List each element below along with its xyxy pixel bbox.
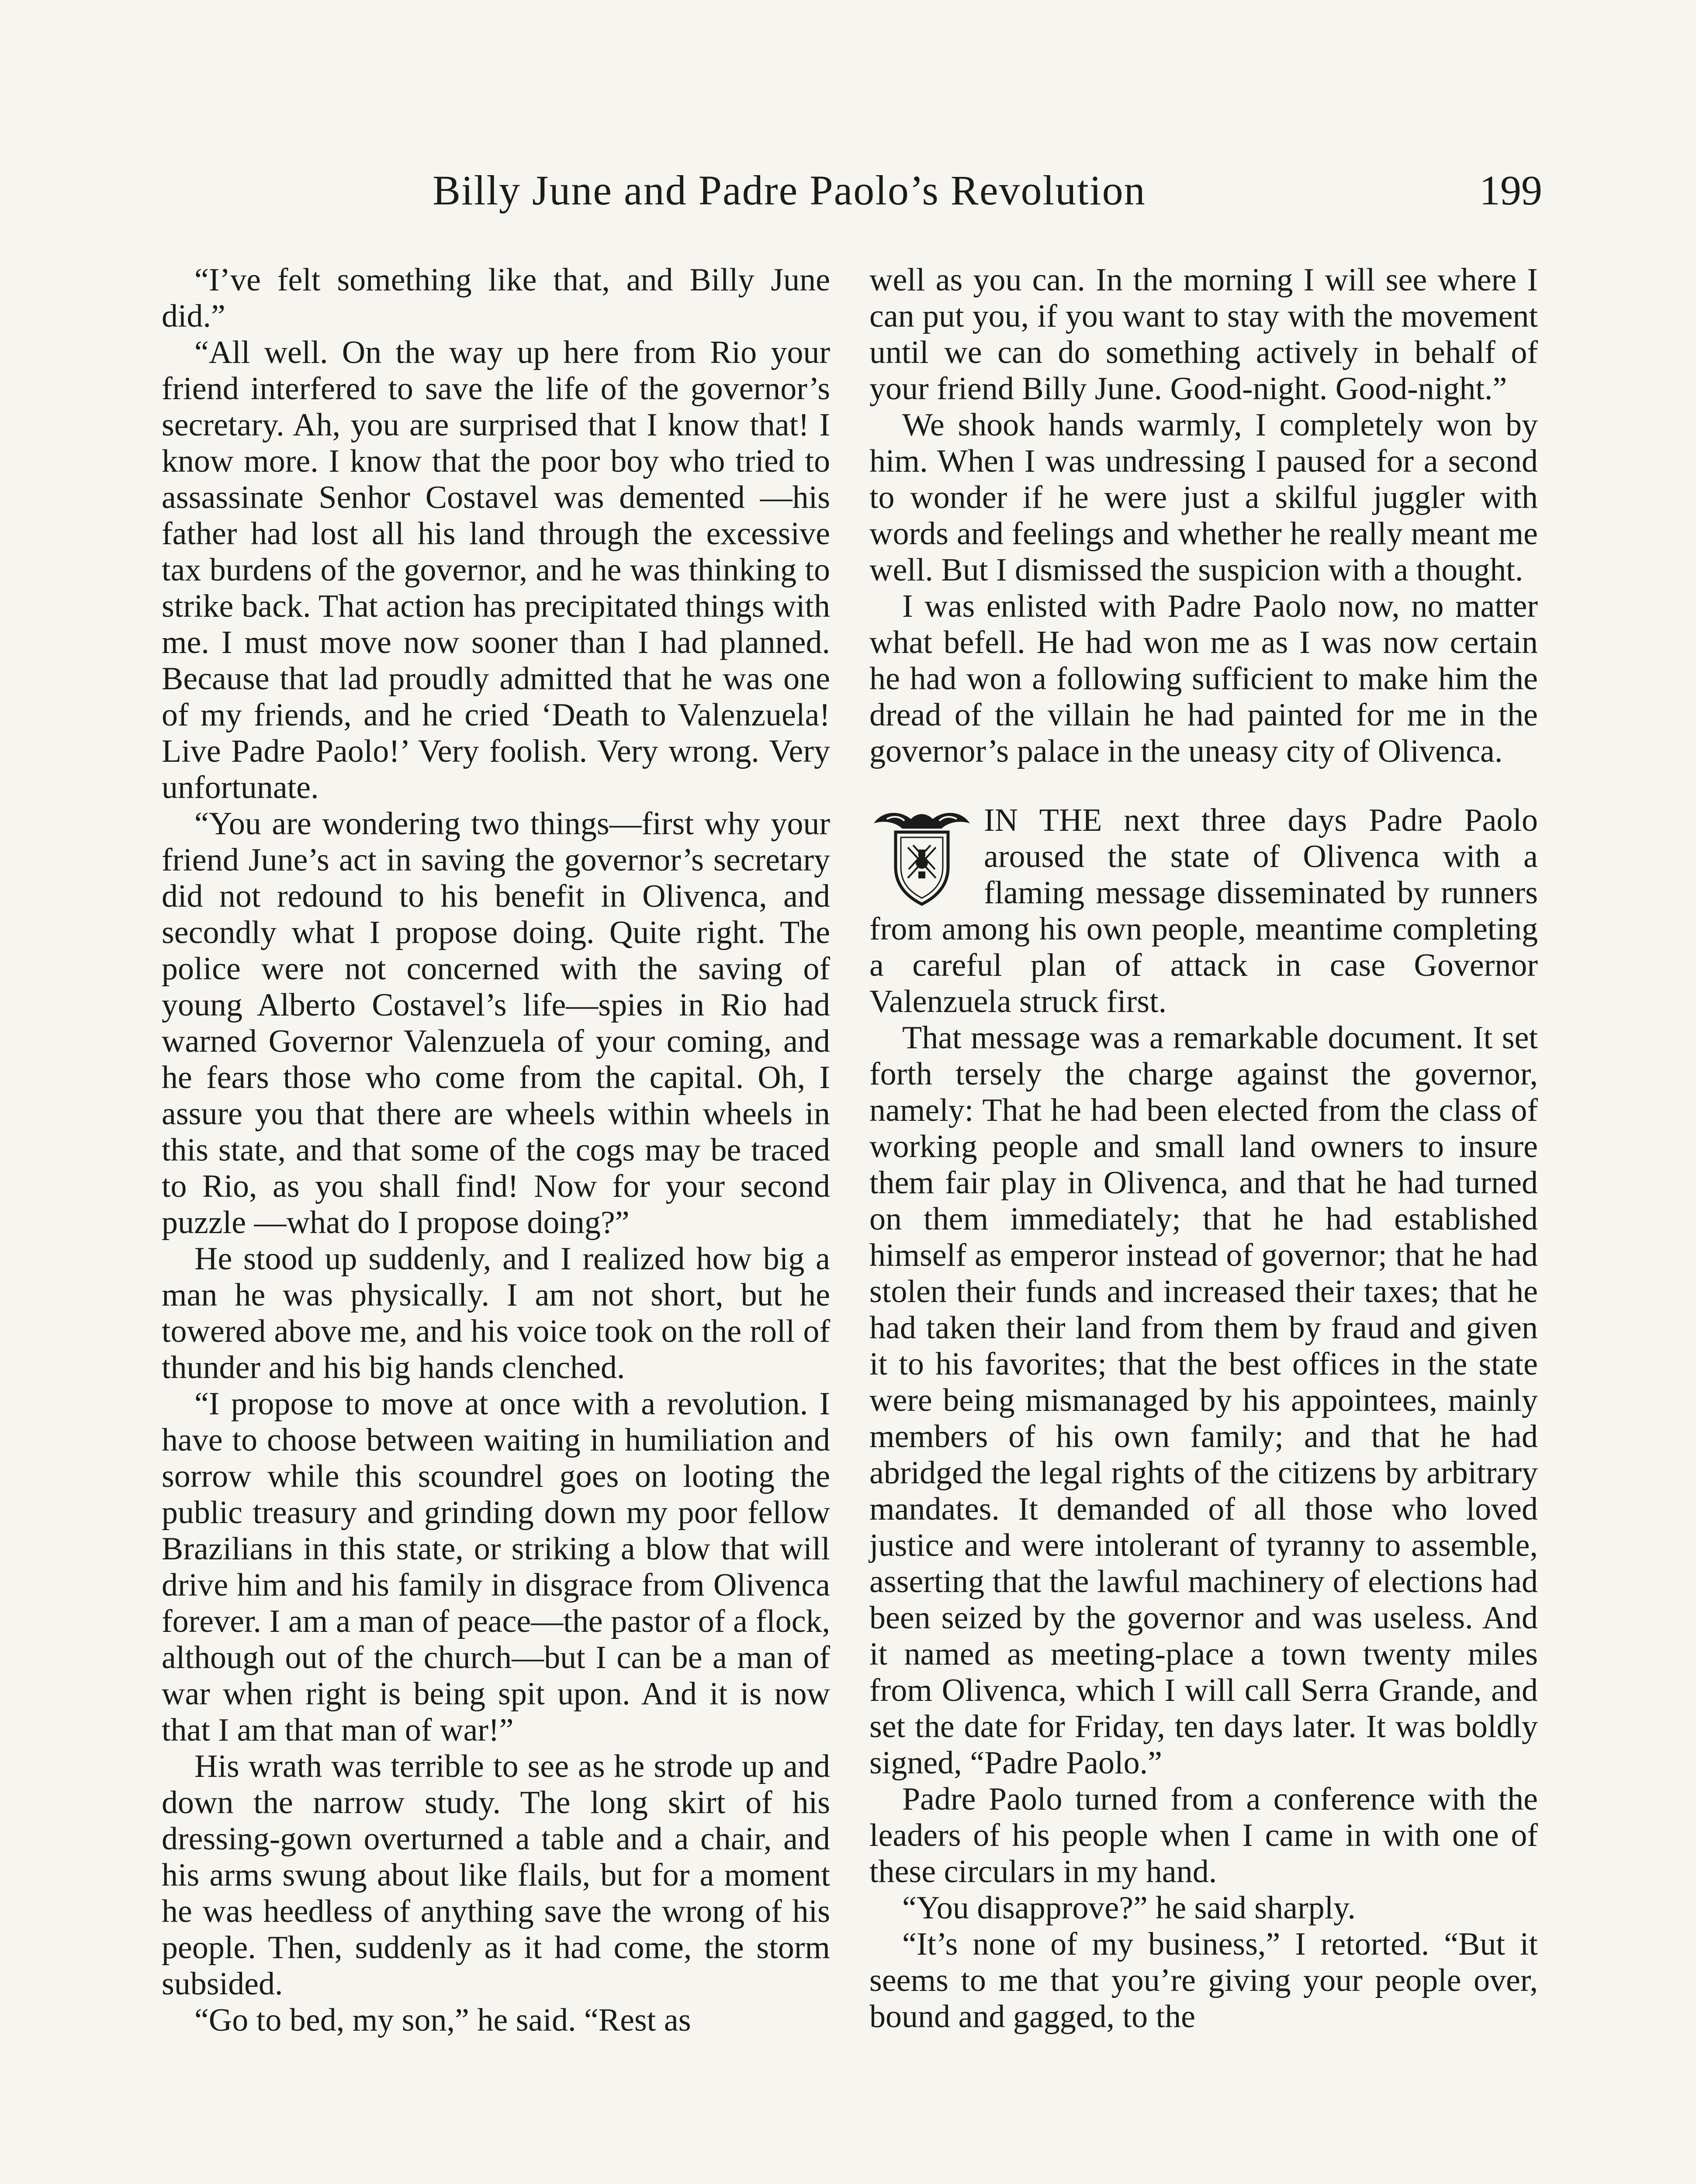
paragraph: “Go to bed, my son,” he said. “Rest as	[194, 2002, 691, 2038]
paragraph: “It’s none of my business,” I retorted. “But it seems to me that you’re giving your people over, bound and gagged, to the	[869, 1926, 1538, 2035]
paragraph: I was enlisted with Padre Paolo now, no matter what befell. He had won me as I was now certain he had won a following sufficient to make him the dread of the villain he had painted for me in the governor’s palace in the uneasy city of Olivenca.	[869, 588, 1538, 769]
page-number: 199	[1479, 167, 1542, 214]
running-title: Billy June and Padre Paolo’s Revolution	[433, 167, 1146, 214]
page-header	[162, 166, 1542, 232]
paragraph: He stood up suddenly, and I realized how big a man he was physically. I am not short, but he towered above me, and his voice took on the roll of thunder and his big hands clenched.	[162, 1241, 830, 1386]
left-column	[162, 262, 830, 2039]
paragraph: “All well. On the way up here from Rio your friend interfered to save the life of the governor’s secretary. Ah, you are surprised that I know that! I know more. I know that the poor boy who tried to assassinate Senhor Costavel was demented —his father had lost all his land through the excessive tax burdens of the governor, and he was thinking to strike back. That action has precipitated things with me. I must move now sooner than I had planned. Because that lad proudly admitted that he was one of my friends, and he cried ‘Death to Valenzuela! Live Padre Paolo!’ Very foolish. Very wrong. Very unfortunate.	[162, 335, 830, 805]
dropcap-paragraph-text: IN THE next three days Padre Paolo aroused the state of Olivenca with a flaming message disseminated by runners from among his own people, meantime completing a careful plan of attack in case Governor Valenzuela struck first.	[869, 802, 1538, 1019]
paragraph: His wrath was terrible to see as he strode up and down the narrow study. The long skirt of his dressing-gown overturned a table and a chair, and his arms swung about like flails, but for a moment he was heedless of anything save the wrong of his people. Then, suddenly as it had come, the storm subsided.	[162, 1749, 830, 2002]
right-column	[869, 262, 1538, 2035]
paragraph: That message was a remarkable document. It set forth tersely the charge against the governor, namely: That he had been elected from the class of working people and small land owners to insure them fair play in Olivenca, and that he had turned on them immediately; that he had established himself as emperor instead of governor; that he had stolen their funds and increased their taxes; that he had taken their land from them by fraud and given it to his favorites; that the best offices in the state were being mismanaged by his appointees, mainly members of his own family; and that he had abridged the legal rights of the citizens by arbitrary mandates. It demanded of all those who loved justice and were intolerant of tyranny to assemble, asserting that the lawful machinery of elections had been seized by the governor and was useless. And it named as meeting-place a town twenty miles from Olivenca, which I will call Serra Grande, and set the date for Friday, ten days later. It was boldly signed, “Padre Paolo.”	[869, 1020, 1538, 1781]
paragraph: “You disapprove?” he said sharply.	[902, 1890, 1356, 1926]
heraldic-shield-ornament-icon	[869, 806, 974, 909]
paragraph: “You are wondering two things—first why your friend June’s act in saving the governor’s secretary did not redound to his benefit in Olivenca, and secondly what I propose doing. Quite right. The police were not concerned with the saving of young Alberto Costavel’s life—spies in Rio had warned Governor Valenzuela of your coming, and he fears those who come from the capital. Oh, I assure you that there are wheels within wheels in this state, and that some of the cogs may be traced to Rio, as you shall find! Now for your second puzzle —what do I propose doing?”	[162, 806, 830, 1241]
paragraph: “I propose to move at once with a revolution. I have to choose between waiting in humiliation and sorrow while this scoundrel goes on looting the public treasury and grinding down my poor fellow Brazilians in this state, or striking a blow that will drive him and his family in disgrace from Olivenca forever. I am a man of peace—the pastor of a flock, although out of the church—but I can be a man of war when right is being spit upon. And it is now that I am that man of war!”	[162, 1386, 830, 1748]
paragraph: We shook hands warmly, I completely won by him. When I was undressing I paused for a second to wonder if he were just a skilful juggler with words and feelings and whether he really meant me well. But I dismissed the suspicion with a thought.	[869, 407, 1538, 588]
paragraph: well as you can. In the morning I will see where I can put you, if you want to stay with the movement until we can do something actively in behalf of your friend Billy June. Good-night. Good-night.”	[869, 262, 1538, 407]
paragraph: Padre Paolo turned from a conference with the leaders of his people when I came in with one of these circulars in my hand.	[869, 1781, 1538, 1890]
paragraph: “I’ve felt something like that, and Billy June did.”	[162, 262, 830, 334]
dropcap-paragraph	[869, 802, 1538, 1020]
section-break	[869, 770, 1538, 802]
